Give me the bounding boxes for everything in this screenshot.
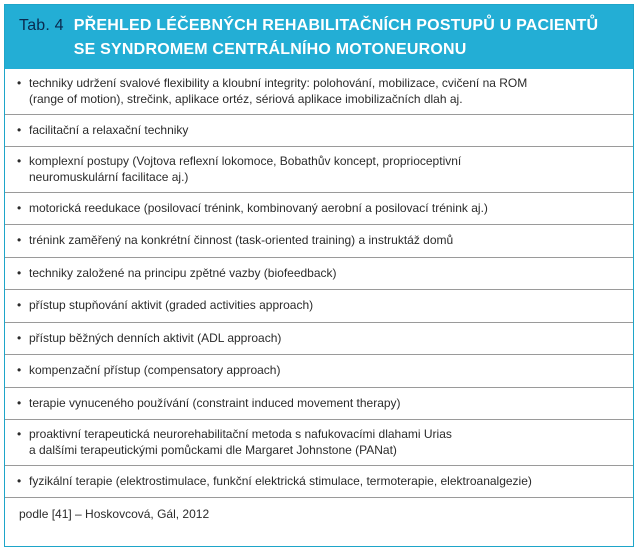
row-text [29,122,623,138]
table-row [5,115,633,148]
bullet-icon: • [17,363,22,377]
table-title-line-1: PŘEHLED LÉČEBNÝCH REHABILITAČNÍCH POSTUPŮ U PACIENTŮ [73,17,599,34]
table-row [5,290,633,323]
table-row [5,466,633,499]
row-text-line: přístup běžných denních aktivit (ADL approach) [29,330,282,345]
row-text-line: terapie vynuceného používání (constraint induced movement therapy) [29,395,401,410]
bullet-icon: • [17,76,22,90]
row-text [29,153,623,185]
row-text [29,297,623,313]
table-source-note: podle [41] – Hoskovcová, Gál, 2012 [19,507,210,521]
table-label: Tab. 4 [19,17,64,34]
row-text [29,200,623,216]
bullet-icon: • [17,122,22,137]
bullet-icon: • [17,298,22,312]
row-text [29,232,623,248]
table-row [5,193,633,226]
row-text [29,395,623,411]
row-text-line: fyzikální terapie (elektrostimulace, funkční elektrická stimulace, termoterapie, elektroanalgezie) [29,473,532,488]
row-text [29,265,623,281]
row-text [29,473,623,489]
row-text-line: proaktivní terapeutická neurorehabilitační metoda s nafukovacími dlahami Urias [29,427,452,441]
row-text-line: a dalšími terapeutickými pomůckami dle Margaret Johnstone (PANat) [29,443,397,457]
row-text-line: techniky udržení svalové flexibility a kloubní integrity: polohování, mobilizace, cvičení na ROM [29,76,528,90]
row-text-line: facilitační a relaxační techniky [29,122,189,137]
table-4 [4,4,634,547]
bullet-icon: • [17,473,22,488]
row-text-line: neuromuskulární facilitace aj.) [29,170,189,184]
table-title-line-2: SE SYNDROMEM CENTRÁLNÍHO MOTONEURONU [73,41,467,58]
row-text-line: komplexní postupy (Vojtova reflexní lokomoce, Bobathův koncept, proprioceptivní [29,154,462,168]
table-row [5,258,633,291]
bullet-icon: • [17,395,22,410]
row-text-line: kompenzační přístup (compensatory approach) [29,363,281,377]
table-rows [5,69,633,498]
table-row [5,323,633,356]
table-title [74,14,599,62]
row-text [29,362,623,378]
row-text-line: přístup stupňování aktivit (graded activities approach) [29,298,314,312]
bullet-icon: • [17,233,22,247]
table-row [5,225,633,258]
table-row [5,355,633,388]
table-row [5,69,633,115]
row-text [29,75,623,107]
row-text [29,426,623,458]
bullet-icon: • [17,265,22,280]
bullet-icon: • [17,330,22,345]
row-text-line: trénink zaměřený na konkrétní činnost (task-oriented training) a instruktáž domů [29,233,454,247]
row-text-line: techniky založené na principu zpětné vazby (biofeedback) [29,265,337,280]
row-text [29,330,623,346]
table-row [5,420,633,466]
table-row [5,147,633,193]
bullet-icon: • [17,154,22,168]
table-header [5,5,633,69]
bullet-icon: • [17,427,22,441]
row-text-line: motorická reedukace (posilovací trénink, kombinovaný aerobní a posilovací trénink aj.) [29,200,488,215]
bullet-icon: • [17,200,22,215]
row-text-line: (range of motion), strečink, aplikace ortéz, sériová aplikace imobilizačních dlah aj. [29,92,463,106]
table-row [5,388,633,421]
